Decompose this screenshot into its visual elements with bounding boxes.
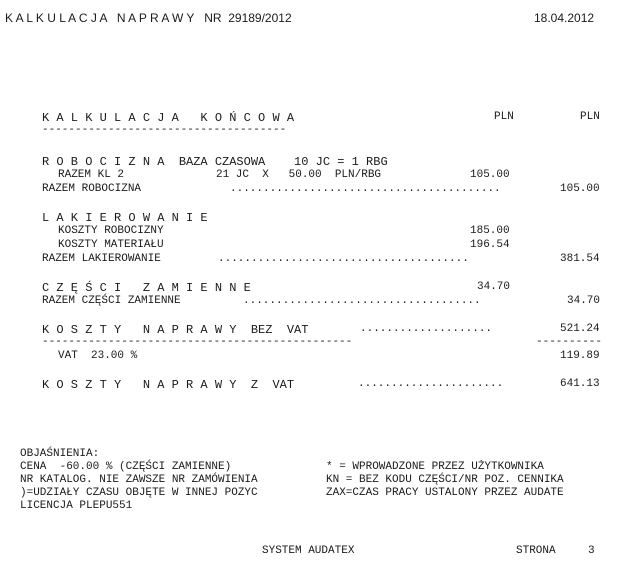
summary-title: K A L K U L A C J A K O Ń C O W A <box>42 111 295 125</box>
painting-line1-label: KOSZTY ROBOCIZNY <box>58 225 164 237</box>
painting-total-amount: 381.54 <box>560 253 600 265</box>
vat-label: VAT 23.00 % <box>58 350 138 362</box>
currency-column-1: PLN <box>494 111 514 123</box>
painting-heading: L A K I E R O W A N I E <box>42 211 208 225</box>
parts-heading-amount: 34.70 <box>477 281 511 293</box>
notes-left-4: LICENCJA PLEPU551 <box>20 500 133 512</box>
notes-left-3: )=UDZIAŁY CZASU OBJĘTE W INNEJ POZYC <box>20 487 258 499</box>
painting-line2-label: KOSZTY MATERIAŁU <box>58 239 164 251</box>
notes-heading: OBJAŚNIENIA: <box>20 448 100 460</box>
parts-total-amount: 34.70 <box>567 295 601 307</box>
gross-cost-dots: ...................... <box>358 378 504 390</box>
notes-right-2: KN = BEZ KODU CZĘŚCI/NR POZ. CENNIKA <box>326 474 564 486</box>
currency-column-2: PLN <box>580 111 600 123</box>
footer-page-label: STRONA <box>516 545 556 557</box>
notes-right-1: * = WPROWADZONE PRZEZ UŻYTKOWNIKA <box>326 461 544 473</box>
document-title: K A L K U L A C J A N A P R A W Y NR 29189/2012 <box>5 11 292 25</box>
document-date: 18.04.2012 <box>534 11 595 25</box>
notes-left-2: NR KATALOG. NIE ZAWSZE NR ZAMÓWIENIA <box>20 474 258 486</box>
parts-total-dots: .................................... <box>243 295 481 307</box>
labor-line-label: RAZEM KL 2 <box>58 169 125 181</box>
net-cost-amount: 521.24 <box>560 323 600 335</box>
footer-system: SYSTEM AUDATEX <box>262 545 355 557</box>
vat-amount: 119.89 <box>560 350 600 362</box>
net-cost-dots: .................... <box>360 323 493 335</box>
parts-total-label: RAZEM CZĘŚCI ZAMIENNE <box>42 295 181 307</box>
net-cost-rule: ----------------------------------------------- <box>42 336 353 348</box>
notes-right-3: ZAX=CZAS PRACY USTALONY PRZEZ AUDATE <box>326 487 564 499</box>
totals-rule: ---------- <box>536 336 603 348</box>
labor-heading: R O B O C I Z N A BAZA CZASOWA 10 JC = 1 RBG <box>42 155 388 169</box>
painting-line2-amount: 196.54 <box>470 239 510 251</box>
summary-title-rule: ------------------------------------- <box>42 124 287 136</box>
parts-heading: C Z Ę Ś C I Z A M I E N N E <box>42 281 251 295</box>
painting-line1-amount: 185.00 <box>470 225 510 237</box>
footer-page-number: 3 <box>588 545 595 557</box>
painting-total-dots: ...................................... <box>218 253 469 265</box>
labor-total-amount: 105.00 <box>560 183 600 195</box>
labor-line-detail: 21 JC X 50.00 PLN/RBG <box>216 169 382 181</box>
gross-cost-amount: 641.13 <box>560 378 600 390</box>
labor-total-label: RAZEM ROBOCIZNA <box>42 183 142 195</box>
labor-total-dots: ......................................... <box>230 183 501 195</box>
net-cost-label: K O S Z T Y N A P R A W Y BEZ VAT <box>42 323 309 337</box>
gross-cost-label: K O S Z T Y N A P R A W Y Z VAT <box>42 378 295 392</box>
notes-left-1: CENA -60.00 % (CZĘŚCI ZAMIENNE) <box>20 461 232 473</box>
labor-line-amount: 105.00 <box>470 169 510 181</box>
painting-total-label: RAZEM LAKIEROWANIE <box>42 253 161 265</box>
